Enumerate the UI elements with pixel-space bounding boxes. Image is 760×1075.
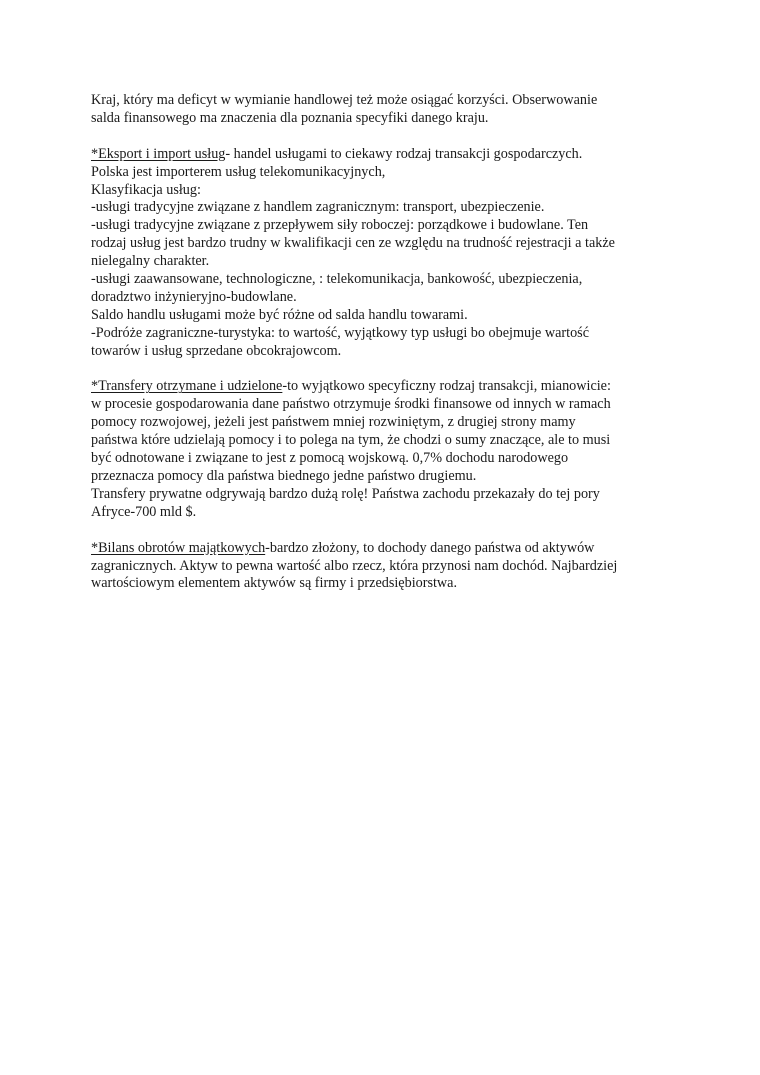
text-run: Polska jest importerem usług telekomunikacyjnych, xyxy=(91,163,386,180)
text-run: rodzaj usług jest bardzo trudny w kwalifikacji cen ze względu na trudność rejestracji a także xyxy=(91,235,615,252)
paragraph-2 xyxy=(91,146,691,361)
text-line xyxy=(91,307,691,325)
paragraph-3 xyxy=(91,378,691,521)
text-line xyxy=(91,575,691,593)
text-run: -Podróże zagraniczne-turystyka: to wartość, wyjątkowy typ usługi bo obejmuje wartość xyxy=(91,324,590,341)
text-line xyxy=(91,146,691,164)
text-line xyxy=(91,92,691,110)
text-run: -usługi zaawansowane, technologiczne, : telekomunikacja, bankowość, ubezpieczenia, xyxy=(91,271,583,288)
text-line xyxy=(91,253,691,271)
text-line xyxy=(91,217,691,235)
section-heading: *Transfery otrzymane i udzielone xyxy=(91,378,283,395)
text-run: państwa które udzielają pomocy i to polega na tym, że chodzi o sumy znaczące, ale to musi xyxy=(91,432,611,449)
text-line xyxy=(91,450,691,468)
text-run: towarów i usług sprzedane obcokrajowcom. xyxy=(91,342,342,359)
text-line xyxy=(91,182,691,200)
text-run: w procesie gospodarowania dane państwo otrzymuje środki finansowe od innych w ramach xyxy=(91,396,611,413)
text-line xyxy=(91,289,691,307)
text-run: -usługi tradycyjne związane z przepływem siły roboczej: porządkowe i budowlane. Ten xyxy=(91,217,589,234)
text-run: przeznacza pomocy dla państwa biednego jedne państwo drugiemu. xyxy=(91,468,477,484)
text-run: pomocy rozwojowej, jeżeli jest państwem mniej rozwiniętym, z drugiej strony mamy xyxy=(91,414,576,431)
text-line xyxy=(91,110,691,128)
text-run: -usługi tradycyjne związane z handlem zagranicznym: transport, ubezpieczenie. xyxy=(91,199,545,216)
text-line xyxy=(91,486,691,504)
text-line xyxy=(91,235,691,253)
section-heading: *Bilans obrotów majątkowych xyxy=(91,539,266,556)
text-line xyxy=(91,432,691,450)
text-line xyxy=(91,271,691,289)
text-line xyxy=(91,343,691,361)
text-line xyxy=(91,164,691,182)
text-line xyxy=(91,540,691,558)
text-run: Klasyfikacja usług: xyxy=(91,181,201,198)
text-run: -to wyjątkowo specyficzny rodzaj transakcji, mianowicie: xyxy=(282,378,611,395)
text-run: Afryce-700 mld $. xyxy=(91,503,197,520)
section-heading: *Eksport i import usług xyxy=(91,145,226,162)
text-run: -bardzo złożony, to dochody danego państwa od aktywów xyxy=(265,539,595,556)
text-run: zagranicznych. Aktyw to pewna wartość albo rzecz, która przynosi nam dochód. Najbardziej xyxy=(91,557,618,574)
text-run: - handel usługami to ciekawy rodzaj transakcji gospodarczych. xyxy=(225,145,583,162)
text-line xyxy=(91,396,691,414)
document-page xyxy=(91,92,691,611)
text-run: Transfery prywatne odgrywają bardzo dużą rolę! Państwa zachodu przekazały do tej pory xyxy=(91,485,600,502)
text-run: Saldo handlu usługami może być różne od salda handlu towarami. xyxy=(91,306,468,323)
text-run: doradztwo inżynieryjno-budowlane. xyxy=(91,288,297,305)
text-run: wartościowym elementem aktywów są firmy i przedsiębiorstwa. xyxy=(91,575,458,592)
text-line xyxy=(91,468,691,486)
text-line xyxy=(91,199,691,217)
text-line xyxy=(91,558,691,576)
text-run: salda finansowego ma znaczenia dla poznania specyfiki danego kraju. xyxy=(91,109,489,126)
paragraph-1 xyxy=(91,92,691,128)
text-line xyxy=(91,325,691,343)
text-run: Kraj, który ma deficyt w wymianie handlowej też może osiągać korzyści. Obserwowanie xyxy=(91,92,598,108)
text-line xyxy=(91,378,691,396)
text-run: być odnotowane i związane to jest z pomocą wojskową. 0,7% dochodu narodowego xyxy=(91,450,569,467)
text-line xyxy=(91,414,691,432)
text-line xyxy=(91,504,691,522)
text-run: nielegalny charakter. xyxy=(91,253,210,270)
paragraph-4 xyxy=(91,540,691,594)
